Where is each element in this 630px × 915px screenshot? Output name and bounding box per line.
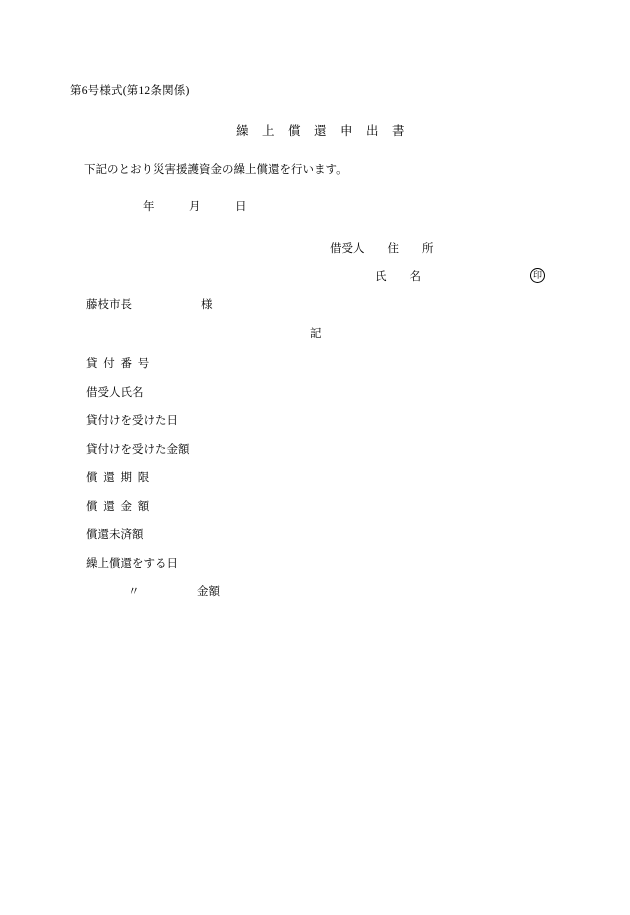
item-label: 償還未済額 — [86, 529, 144, 541]
item-label: 貸付けを受けた日 — [86, 415, 178, 427]
seal-icon: 印 — [530, 268, 545, 283]
sub-item-label: 〃 金額 — [128, 586, 220, 598]
item-label: 繰上償還をする日 — [86, 558, 178, 570]
form-number: 第6号様式(第12条関係) — [70, 85, 190, 97]
document-title: 繰 上 償 還 申 出 書 — [236, 124, 406, 138]
addressee-line: 藤枝市長 様 — [86, 299, 213, 311]
seal-mark — [530, 268, 545, 283]
date-line: 年 月 日 — [143, 201, 247, 213]
item-label: 償 還 金 額 — [86, 501, 150, 513]
item-label: 借受人氏名 — [86, 387, 144, 399]
item-label: 貸 付 番 号 — [86, 358, 150, 370]
borrower-address-label: 借受人 住 所 — [330, 243, 434, 255]
ki-mark: 記 — [310, 328, 322, 340]
lead-paragraph: 下記のとおり災害援護資金の繰上償還を行います。 — [84, 164, 348, 176]
item-label: 償 還 期 限 — [86, 472, 150, 484]
borrower-name-label: 氏 名 — [375, 271, 421, 283]
item-label: 貸付けを受けた金額 — [86, 444, 190, 456]
